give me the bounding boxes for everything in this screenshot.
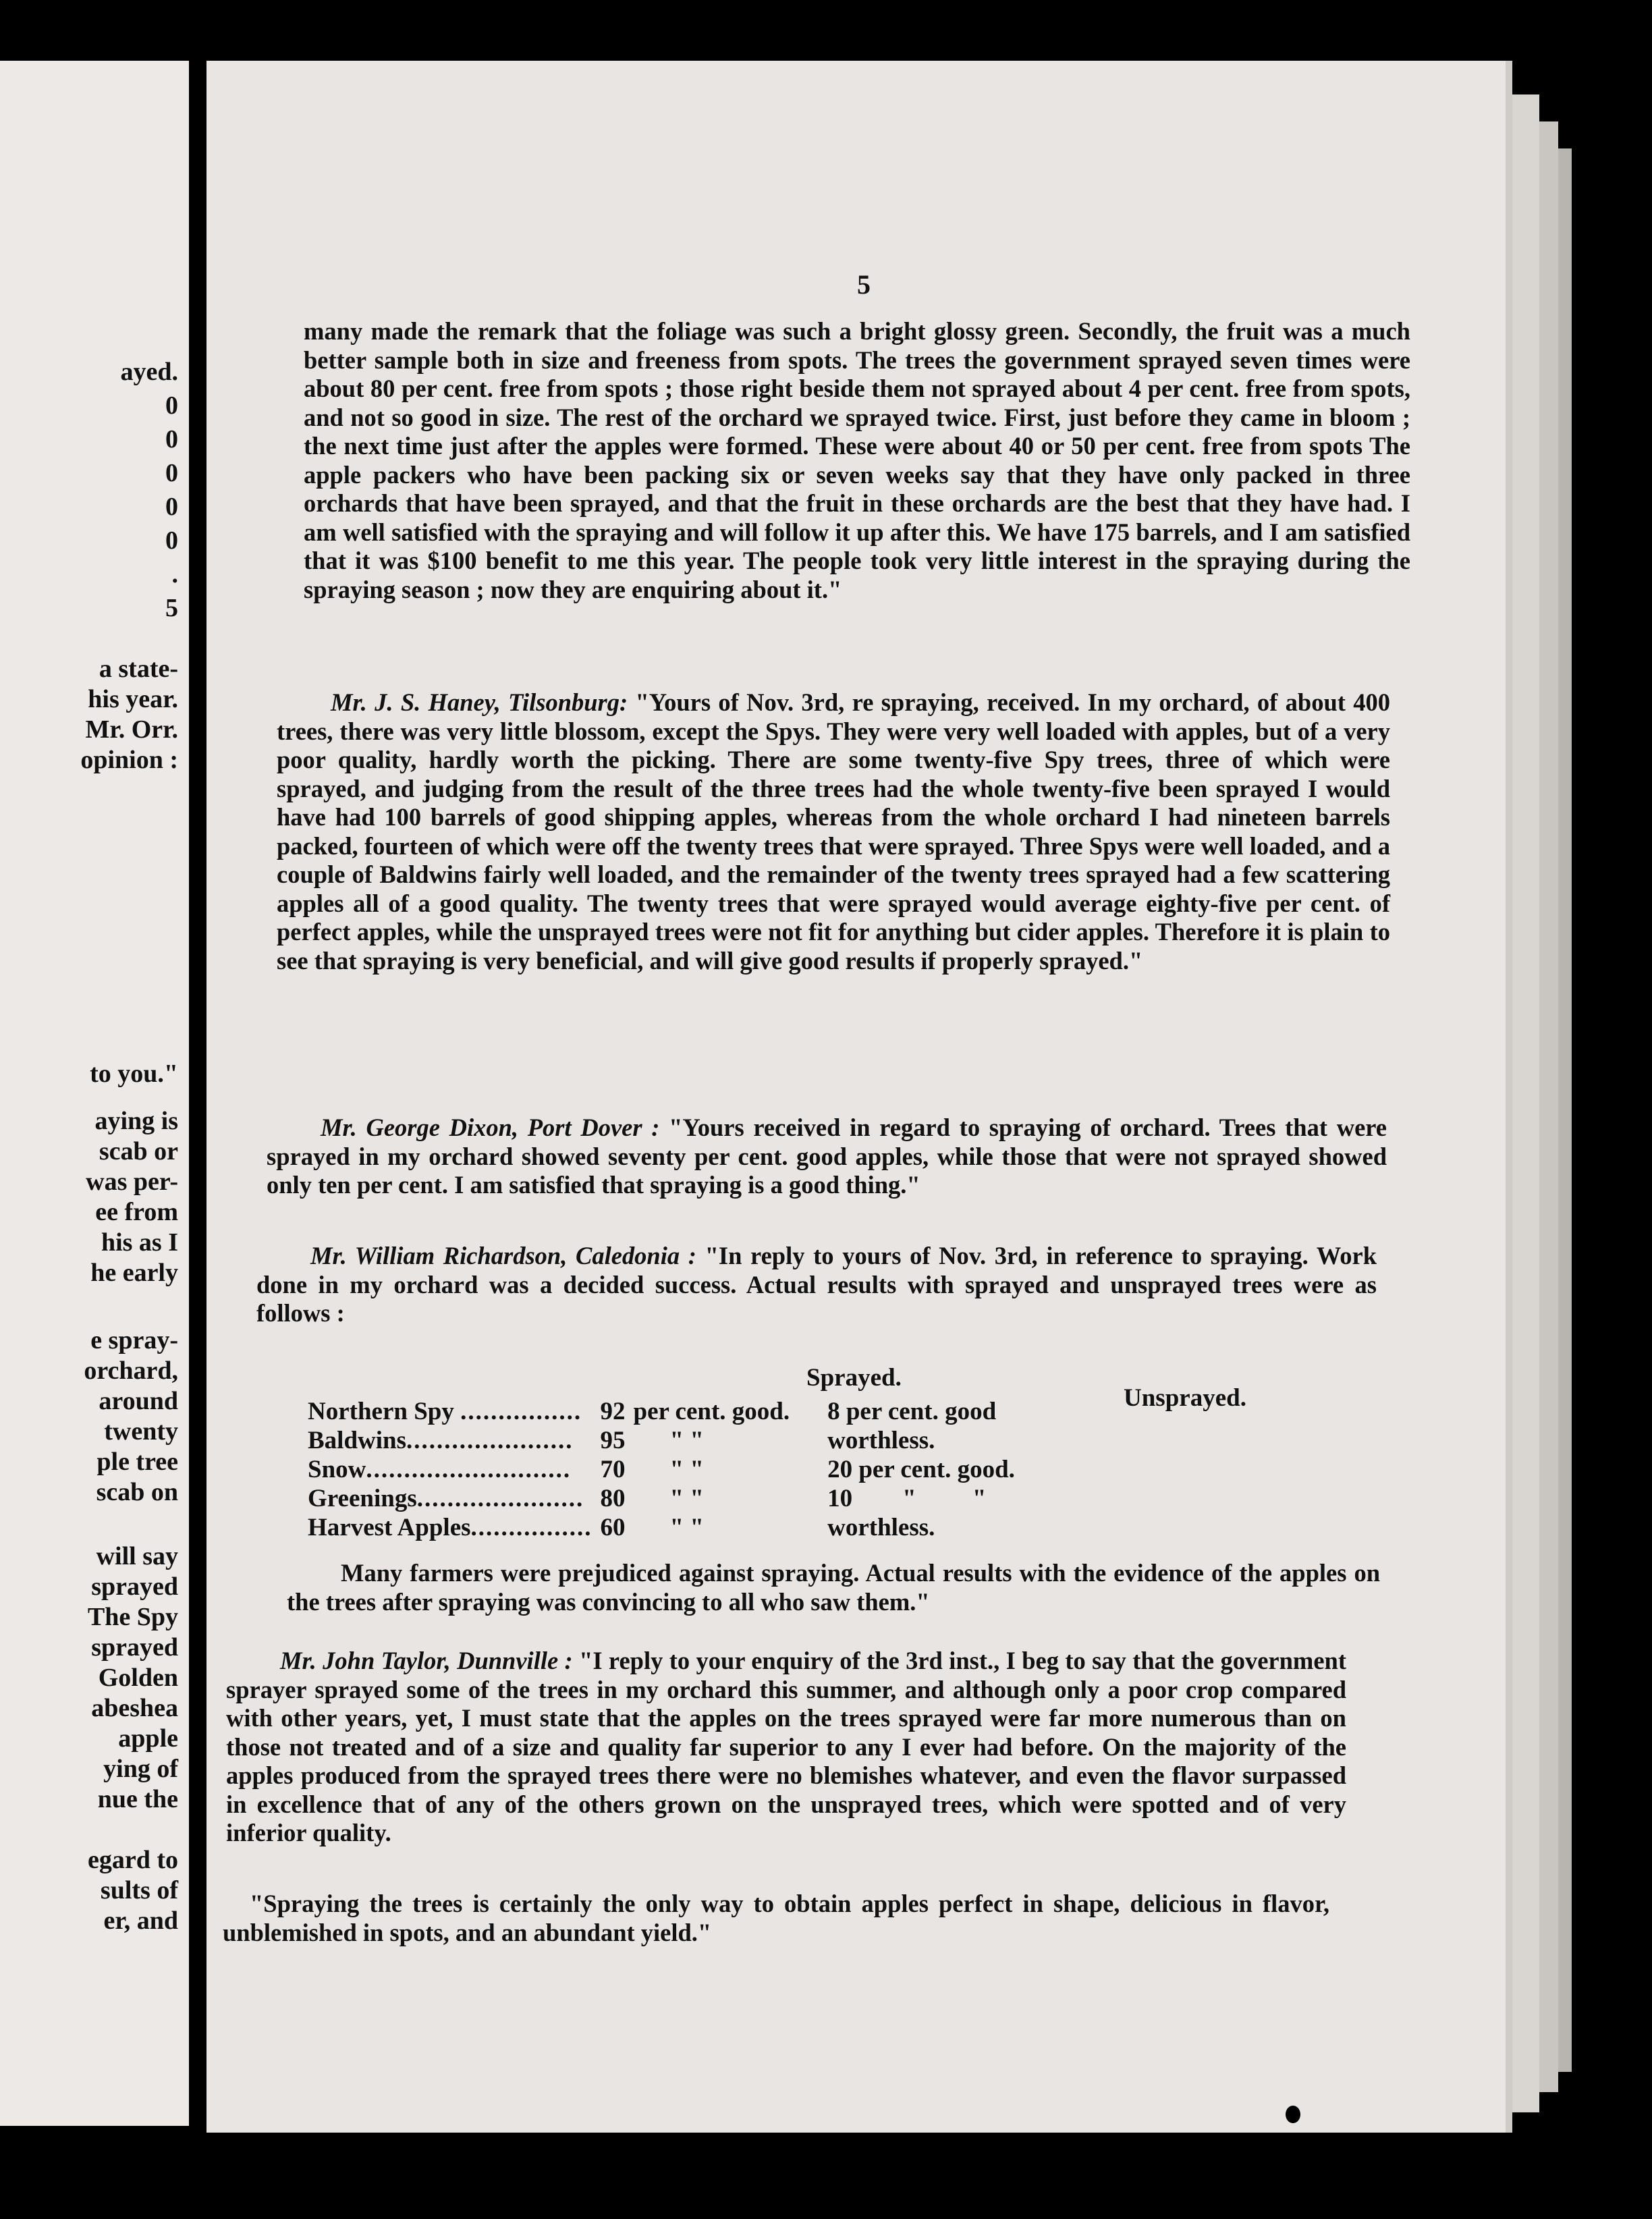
left-fragment: 5 [165, 594, 178, 622]
left-fragment: ee from [95, 1198, 178, 1226]
left-fragment: . [171, 560, 178, 588]
left-fragment: ple tree [97, 1448, 178, 1476]
unsprayed-value: worthless. [827, 1427, 935, 1454]
letter-body: "Yours received in regard to spraying of orchard. Trees that were sprayed in my orchard showed seventy per cent. good apples, while those that were not sprayed showed only ten per cent. I am satisfied that spraying is a good thing." [267, 1114, 1387, 1199]
sprayed-value: 95 [600, 1427, 626, 1454]
paragraph-farmers [287, 1559, 1380, 1616]
sprayed-note: " " [669, 1456, 704, 1483]
table-row [304, 1513, 1019, 1542]
page-number: 5 [857, 269, 871, 300]
left-fragment: apple [118, 1724, 178, 1753]
left-fragment: er, and [103, 1907, 178, 1935]
letter-body: "I reply to your enquiry of the 3rd inst., I beg to say that the government sprayer sprayed some of the trees in my orchard this summer, and although only a poor crop compared with other years, yet, I must state that the apples on the trees sprayed were far more numerous than on those not treated and of a size and quality far superior to any I ever had before. On the majority of the apples produced from the sprayed trees there were no blemishes whatever, and even the flavor surpassed in excellence that of any of the others grown on the unsprayed trees, which were spotted and of very inferior quality. [226, 1647, 1346, 1846]
left-fragment: opinion : [80, 746, 178, 774]
ink-blot [1286, 2106, 1300, 2123]
left-fragment: The Spy [87, 1603, 178, 1631]
left-fragment: his as I [101, 1228, 178, 1257]
unsprayed-value: 8 per cent. good [827, 1398, 997, 1425]
sprayed-value: 60 [600, 1514, 626, 1541]
left-fragment: abeshea [91, 1694, 178, 1722]
left-fragment: 0 [165, 391, 178, 420]
author-name: Mr. George Dixon, Port Dover : [321, 1114, 660, 1141]
left-fragment: sults of [100, 1876, 178, 1905]
page-edge [1539, 121, 1558, 2092]
left-fragment: will say [96, 1542, 178, 1570]
left-fragment: aying is [94, 1107, 178, 1135]
unsprayed-value: 20 per cent. good. [827, 1456, 1015, 1483]
left-fragment: sprayed [91, 1572, 178, 1601]
left-fragment: to you." [90, 1060, 178, 1088]
left-fragment: a state- [99, 655, 178, 683]
letter-body: "Yours of Nov. 3rd, re spraying, received. In my orchard, of about 400 trees, there was very little blossom, except the Spys. They were very well loaded with apples, but of a very poor quality, hardly worth the picking. There are some twenty-five Spy trees, three of which were sprayed, and judging from the result of the three trees had the whole twenty-five been sprayed I would have had 100 barrels of good shipping apples, whereas from the whole orchard I had nineteen barrels packed, fourteen of which were off the twenty trees that were sprayed. Three Spys were well loaded, and a couple of Baldwins fairly well loaded, and the remainder of the twenty trees sprayed had a few scattering apples all of a good quality. The twenty trees that were sprayed would average eighty-five per cent. of perfect apples, while the unsprayed trees were not fit for anything but cider apples. Therefore it is plain to see that spraying is very beneficial, and will give good results if properly sprayed." [277, 688, 1390, 975]
left-fragment: twenty [104, 1417, 178, 1446]
letter-richardson [256, 1242, 1377, 1328]
page-edge [1558, 148, 1572, 2072]
left-fragment: scab on [96, 1478, 178, 1506]
left-fragment: Mr. Orr. [85, 715, 178, 744]
table-row [304, 1484, 1019, 1513]
left-fragment: his year. [88, 685, 178, 713]
left-fragment: e spray- [90, 1326, 178, 1354]
author-name: Mr. J. S. Haney, Tilsonburg: [331, 688, 628, 716]
left-fragment: ying of [103, 1755, 178, 1783]
sprayed-note: " " [669, 1514, 704, 1541]
variety-cell: Northern Spy ................ [308, 1398, 582, 1425]
paragraph-continued: many made the remark that the foliage was such a bright glossy green. Secondly, the fruit was a much better sample both in size and freeness from spots. The trees the government sprayed seven times were about 80 per cent. free from spots ; those right beside them not sprayed about 4 per cent. free from spots, and not so good in size. The rest of the orchard we sprayed twice. First, just before they came in bloom ; the next time just after the apples were formed. These were about 40 or 50 per cent. free from spots The apple packers who have been packing six or seven weeks say that they have only packed in three orchards that have been sprayed, and that the fruit in these orchards are the best that they have had. I am well satisfied with the spraying and will follow it up after this. We have 175 barrels, and I am satisfied that it was $100 benefit to me this year. The people took very little interest in the spraying during the spraying season ; now they are enquiring about it." [304, 317, 1410, 603]
left-fragment: 0 [165, 425, 178, 454]
table-header-sprayed: Sprayed. [806, 1364, 902, 1392]
page-edge [1512, 94, 1539, 2112]
unsprayed-value: 10 " " [827, 1485, 987, 1512]
letter-haney [277, 688, 1390, 975]
left-fragment: Golden [98, 1664, 178, 1692]
sprayed-note: " " [669, 1427, 704, 1454]
variety-cell: Harvest Apples................ [308, 1514, 593, 1541]
left-fragment: 0 [165, 526, 178, 555]
paragraph-text: "Spraying the trees is certainly the only way to obtain apples perfect in shape, delicious in flavor, unblemished in spots, and an abundant yield." [223, 1890, 1329, 1946]
table-row [304, 1397, 1019, 1426]
left-fragment: orchard, [84, 1357, 178, 1385]
letter-taylor [226, 1647, 1346, 1848]
sprayed-note: " " [669, 1485, 704, 1512]
left-fragment: egard to [87, 1846, 178, 1874]
book-spine [189, 0, 206, 2219]
variety-cell: Snow........................... [308, 1456, 572, 1483]
sprayed-value: 80 [600, 1485, 626, 1512]
letter-dixon [267, 1114, 1387, 1200]
left-page-fragment [0, 61, 189, 2126]
left-fragment: scab or [99, 1137, 178, 1166]
author-name: Mr. John Taylor, Dunnville : [280, 1647, 573, 1674]
left-fragment: sprayed [91, 1633, 178, 1662]
left-fragment: ayed. [120, 358, 178, 386]
paragraph-text: Many farmers were prejudiced against spraying. Actual results with the evidence of the apples on the trees after spraying was convincing to all who saw them." [287, 1559, 1380, 1616]
table-row [304, 1426, 1019, 1455]
variety-cell: Greenings...................... [308, 1485, 584, 1512]
letter-body: "In reply to yours of Nov. 3rd, in reference to spraying. Work done in my orchard was a decided success. Actual results with sprayed and unsprayed trees were as follows : [256, 1242, 1377, 1327]
sprayed-note: per cent. good. [633, 1398, 790, 1425]
left-fragment: nue the [97, 1785, 178, 1813]
left-fragment: 0 [165, 493, 178, 521]
sprayed-value: 70 [600, 1456, 626, 1483]
results-table [304, 1397, 1019, 1542]
author-name: Mr. William Richardson, Caledonia : [310, 1242, 696, 1269]
table-row [304, 1455, 1019, 1484]
table-header-unsprayed: Unsprayed. [1124, 1384, 1246, 1412]
variety-cell: Baldwins...................... [308, 1427, 574, 1454]
left-fragment: was per- [86, 1168, 178, 1196]
paragraph-closing [223, 1890, 1329, 1947]
sprayed-value: 92 [600, 1398, 626, 1425]
left-fragment: he early [90, 1259, 178, 1287]
left-fragment: 0 [165, 459, 178, 487]
unsprayed-value: worthless. [827, 1514, 935, 1541]
left-fragment: around [99, 1387, 178, 1415]
